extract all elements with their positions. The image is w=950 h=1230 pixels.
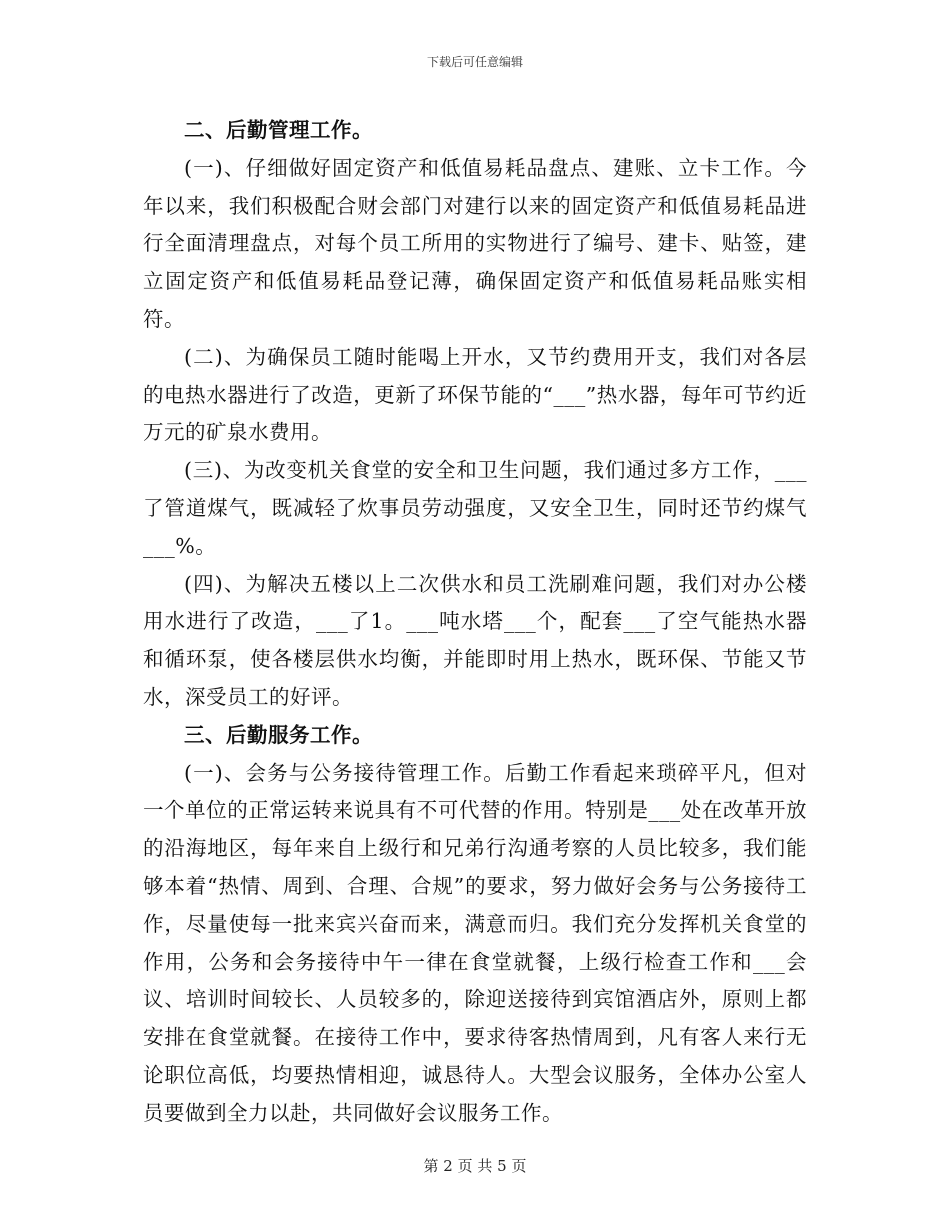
section-heading-logistics-service: 三、后勤服务工作。 (184, 722, 373, 747)
paragraph: (一)、仔细做好固定资产和低值易耗品盘点、建账、立卡工作。今年以来，我们积极配合财会部门对建行以来的固定资产和低值易耗品进行全面清理盘点，对每个员工所用的实物进行了编号、建卡、贴签，建立固定资产和低值易耗品登记薄，确保固定资产和低值易耗品账实相符。 (143, 155, 807, 331)
paragraph: (一)、会务与公务接待管理工作。后勤工作看起来琐碎平凡，但对一个单位的正常运转来说具有不可代替的作用。特别是___处在改革开放的沿海地区，每年来自上级行和兄弟行沟通考察的人员比较多，我们能够本着“热情、周到、合理、合规”的要求，努力做好会务与公务接待工作，尽量使每一批来宾兴奋而来，满意而归。我们充分发挥机关食堂的作用，公务和会务接待中午一律在食堂就餐，上级行检查工作和___会议、培训时间较长、人员较多的，除迎送接待到宾馆酒店外，原则上都安排在食堂就餐。在接待工作中，要求待客热情周到，凡有客人来行无论职位高低，均要热情相迎，诚恳待人。大型会议服务，全体办公室人员要做到全力以赴，共同做好会议服务工作。 (143, 760, 807, 1125)
page-header: 下载后可任意编辑 (426, 55, 523, 69)
paragraph: (三)、为改变机关食堂的安全和卫生问题，我们通过多方工作，___了管道煤气，既减轻了炊事员劳动强度，又安全卫生，同时还节约煤气___%。 (143, 458, 807, 558)
paragraph: (二)、为确保员工随时能喝上开水，又节约费用开支，我们对各层的电热水器进行了改造，更新了环保节能的“___”热水器，每年可节约近万元的矿泉水费用。 (143, 344, 807, 445)
document-body (143, 112, 807, 1133)
section-heading-logistics-management: 二、后勤管理工作。 (184, 118, 373, 142)
page-number: 第 2 页 共 5 页 (423, 1157, 527, 1175)
paragraph: (四)、为解决五楼以上二次供水和员工洗刷难问题，我们对办公楼用水进行了改造，___了1。___吨水塔___个，配套___了空气能热水器和循环泵，使各楼层供水均衡，并能即时用上热水，既环保、节能又节水，深受员工的好评。 (143, 571, 807, 709)
